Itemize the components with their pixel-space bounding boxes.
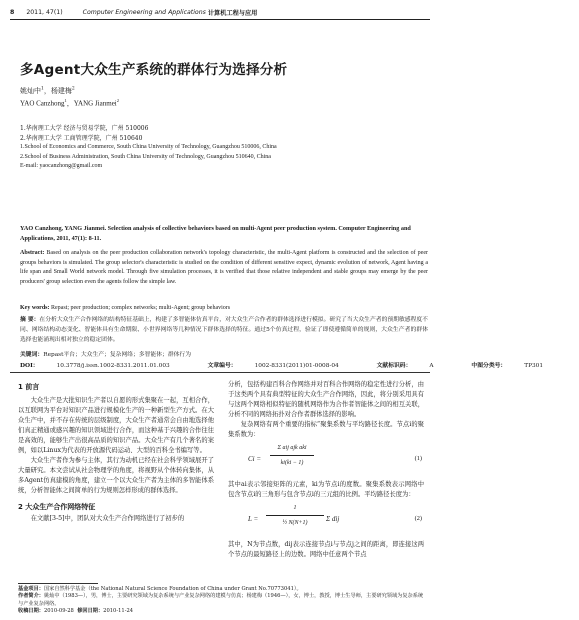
received-label: 收稿日期： xyxy=(18,608,44,615)
author-sep-cn: ， xyxy=(43,87,51,95)
eq2-number: (2) xyxy=(414,515,422,522)
author-1-aff-en: 1 xyxy=(64,98,67,103)
keywords-en xyxy=(20,304,428,314)
running-header xyxy=(10,6,430,18)
eq2-numerator: 1 xyxy=(266,503,324,516)
received-date: 2010-09-28 xyxy=(43,608,74,615)
affiliation-line: 1.华南理工大学 经济与贸易学院，广州 510006 xyxy=(20,125,149,132)
keywords-en-label: Key words: xyxy=(20,305,50,311)
body-paragraph: 其中，N为节点数，dij表示连接节点i与节点j之间的距离，即连接这两个节点的最短路径上的边数。网络中任意两个节点 xyxy=(228,541,424,558)
eq1-lhs: Ci = xyxy=(248,455,262,463)
equation-2 xyxy=(228,502,424,538)
body-paragraph: 分析，包括构建百科合作网络并对百科合作网络的稳定性进行分析，由于这类两个具有典型特征的大众生产合作网络，因此，将分别采用具有与这两个网络相似特征的随机网络作为合作者智能体之间的相互关联，分析不同的网络拓扑对合作者群体选择的影响。 xyxy=(228,381,424,418)
author-2-aff-cn: 2 xyxy=(71,86,75,92)
section-heading-intro: 1 前言 xyxy=(18,383,40,391)
fund-text: 国家自然科学基金（the National Natural Science Foundation of China under Grant No.70773041）。 xyxy=(43,586,302,592)
clc-value: TP301 xyxy=(524,363,544,369)
eq2-lhs: L = xyxy=(248,515,259,523)
author-sep-en: ， xyxy=(66,99,74,108)
affiliation-line: 2.School of Business Administration, South China University of Technology, Guangzhou 510640, China xyxy=(20,153,271,160)
body-rule xyxy=(10,372,430,373)
affiliations xyxy=(20,124,428,172)
section-heading-network: 2 大众生产合作网络特征 xyxy=(18,503,96,511)
doc-code-label: 文献标识码： xyxy=(376,363,412,369)
article-meta xyxy=(20,360,544,369)
volume-issue: 2011, 47(1) xyxy=(26,8,63,16)
journal-name-en: Computer Engineering and Applications xyxy=(82,8,206,16)
affiliation-line: 1.School of Economics and Commerce, South China University of Technology, Guangzhou 510006, China xyxy=(20,144,277,151)
clc-label: 中图分类号： xyxy=(471,363,507,369)
eq1-denominator: ki(ki − 1) xyxy=(280,460,304,466)
body-paragraph: 其中ai表示邻接矩阵的元素，ki为节点i的度数。聚集系数表示网络中包含节点i的三角形与包含节点i的三元组的比例。平均路径长度为： xyxy=(228,481,424,498)
body-paragraph: 复杂网络有两个重要的指标“聚集系数与平均路径长度。节点i的聚集系数为： xyxy=(228,421,424,438)
body-column-left xyxy=(18,380,214,524)
footnote xyxy=(18,586,428,616)
author-1-en: YAO Canzhong xyxy=(20,99,65,108)
footnote-rule xyxy=(18,583,98,584)
keywords-cn-label: 关键词： xyxy=(20,352,44,358)
paper-title: 多Agent大众生产系统的群体行为选择分析 xyxy=(20,62,288,78)
body-paragraph: 大众生产是大批知识生产者以自愿的形式集聚在一起，互相合作，以互联网为平台对知识产品进行规模化生产的一种新型生产方式。在大众生产中，并不存在传统的层级制度，大众生产者通常会自由地选择他们真正精通或感兴趣的知识领域进行合作，而这种基于兴趣的合作往往是高效的，能够生产出很高品质的知识产品。大众生产有几个著名的案例，如以Linux为代表的开放源代码运动、大型的百科全书编写等。 xyxy=(18,397,214,454)
article-no-label: 文章编号： xyxy=(207,363,237,369)
author-2-cn: 杨建梅 xyxy=(50,87,72,95)
bio-text: 姚灿中（1983—），男，博士，主要研究领域为复杂系统与产业复杂网络的建模与仿真；杨建梅（1946—），女，博士，教授，博士生导师，主要研究领域为复杂系统与产业复杂网络。 xyxy=(18,593,424,607)
equation-1 xyxy=(228,442,424,478)
revised-label: 修回日期： xyxy=(77,608,104,615)
abstract-cn-text: 在分析大众生产合作网络的结构特征基础上，构建了多智能体仿真平台，对大众生产合作者的群体选择进行模拟。研究了当大众生产者的预期敏感程度不同、网络结构动态变化、智能体具有生命期限、小世界网络等几种情况下群体选择的特征。通过5个仿真过程，验证了即使遵循简单的规则，大众生产者的群体选择也能涌现出相对独立的稳定团体。 xyxy=(20,317,428,343)
abstract-cn-label: 摘 要： xyxy=(20,317,40,323)
eq1-numerator: Σ aij ajk aki xyxy=(270,443,314,456)
keywords-en-text: Repast; peer production; complex networks; multi-Agent; group behaviors xyxy=(51,305,231,311)
body-paragraph: 在文献[3-5]中，团队对大众生产合作网络进行了初步的 xyxy=(30,515,185,522)
abstract-en-label: Abstract: xyxy=(20,250,45,256)
body-paragraph: 大众生产者作为参与主体，其行为动机已经在社会科学领域展开了大量研究。本文尝试从社会物理学的角度，将视野从个体转向集体，从多Agent仿真建模的角度，建立一个以大众生产者为主体的多智能体系统，分析智能体之间简单的行为规则怎样形成的群体选择。 xyxy=(18,457,214,494)
article-no-value: 1002-8331(2011)01-0008-04 xyxy=(254,363,339,369)
eq2-denominator: ½ N(N+1) xyxy=(282,520,308,526)
journal-name-cn: 计算机工程与应用 xyxy=(207,9,258,17)
keywords-cn xyxy=(20,349,428,358)
body-column-right xyxy=(228,380,424,560)
author-1-aff-cn: 1 xyxy=(41,86,44,92)
fund-label: 基金项目： xyxy=(18,586,44,592)
abstract-cn-block xyxy=(20,316,428,345)
affiliation-line: 2.华南理工大学 工商管理学院，广州 510640 xyxy=(20,134,143,142)
authors-cn xyxy=(20,86,75,96)
page-number: 8 xyxy=(10,8,15,16)
abstract-en-text: Based on analysis on the peer production collaboration network's topology characteristic, the multi-Agent platform is constructed and the selection of peer groups behaviors is simulated. The group selector's characteristic is studied on the condition of different sensitive expect, dynamic evolution of network, Agent having a life span and Small World network model. Through five simulation processes, it is verified that those relative independent and stable groups may emerge by the peer producers' group selection even the agents follow the simple law. xyxy=(20,250,428,285)
email-line: E-mail: yaocanzhong@gmail.com xyxy=(20,163,103,170)
authors-en xyxy=(20,98,119,108)
header-rule xyxy=(10,19,430,20)
eq1-fraction xyxy=(270,443,314,468)
doi-value[interactable]: 10.3778/j.issn.1002-8331.2011.01.003 xyxy=(56,363,170,369)
abstract-en xyxy=(20,249,428,287)
author-2-aff-en: 2 xyxy=(116,98,119,103)
bio-label: 作者简介： xyxy=(18,593,44,600)
revised-date: 2010-11-24 xyxy=(103,608,134,615)
keywords-cn-text: Repast平台；大众生产；复杂网络；多智能体；群体行为 xyxy=(43,352,192,358)
doc-code-value: A xyxy=(429,363,434,369)
eq2-fraction xyxy=(266,503,324,528)
author-2-en: YANG Jianmei xyxy=(73,99,117,108)
doi-label: DOI： xyxy=(20,363,39,369)
author-1-cn: 姚灿中 xyxy=(20,87,41,95)
eq2-sum: Σ dij xyxy=(326,515,340,523)
citation: YAO Canzhong, YANG Jianmei. Selection analysis of collective behaviors based on multi-Agent peer production system. Computer Engineering and Applications, 2011, 47(1): 8-11. xyxy=(20,225,411,242)
eq1-number: (1) xyxy=(414,455,422,462)
